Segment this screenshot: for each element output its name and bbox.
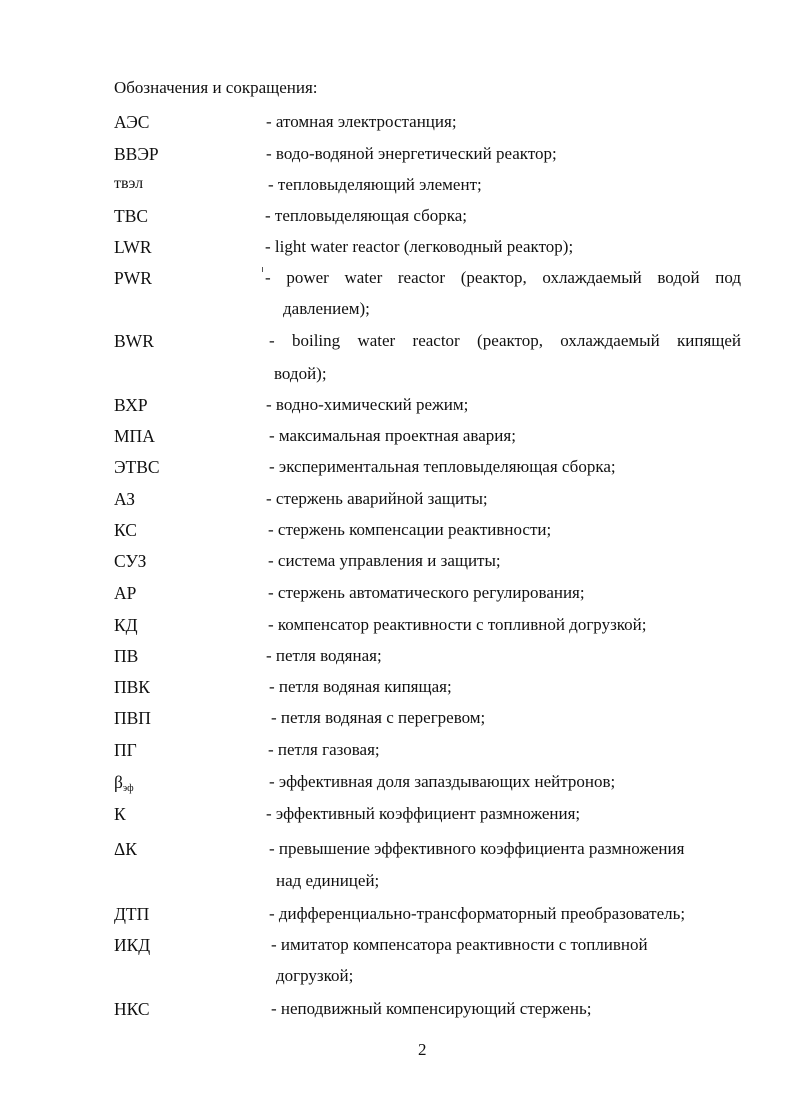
abbr-term: ПГ [114,740,137,760]
abbr-definition: - экспериментальная тепловыделяющая сборка; [269,457,616,476]
abbr-term: СУЗ [114,551,147,571]
abbr-term: ДТП [114,904,150,924]
abbr-term-subscript: эф [122,783,134,794]
abbr-term: АР [114,583,137,603]
abbr-definition-continuation: над единицей; [276,871,380,890]
abbr-term: LWR [114,237,152,257]
abbr-term: ИКД [114,935,151,955]
abbr-definition: - имитатор компенсатора реактивности с топливной [271,935,648,954]
abbr-definition: - эффективная доля запаздывающих нейтронов; [269,772,616,791]
abbr-definition: - петля водяная с перегревом; [271,708,486,727]
abbr-term: К [114,804,126,824]
abbr-term [114,772,134,794]
abbr-definition: - boiling water reactor (реактор, охлаждаемый кипящей [269,331,741,350]
abbr-term: ТВС [114,206,149,226]
abbr-definition: - стержень автоматического регулирования; [268,583,585,602]
abbr-definition: - power water reactor (реактор, охлаждаемый водой под [265,268,741,287]
abbr-definition: - водно-химический режим; [266,395,469,414]
abbr-definition: - водо-водяной энергетический реактор; [266,144,557,163]
abbr-definition: - light water reactor (легководный реактор); [265,237,574,256]
abbr-term: ПВК [114,677,150,697]
abbr-term: ПВП [114,708,151,728]
abbr-definition: - стержень аварийной защиты; [266,489,488,508]
abbr-definition: - тепловыделяющая сборка; [265,206,467,225]
abbr-definition-continuation: давлением); [283,299,370,318]
abbr-definition: - неподвижный компенсирующий стержень; [271,999,592,1018]
abbr-term-symbol: β [114,772,123,792]
abbr-definition: - дифференциально-трансформаторный преобразователь; [269,904,686,923]
abbr-term: АЗ [114,489,135,509]
abbr-term: BWR [114,331,154,351]
abbr-definition-continuation: водой); [274,364,327,383]
abbr-definition: - петля водяная; [266,646,382,665]
abbr-definition: - превышение эффективного коэффициента размножения [269,839,685,858]
abbr-term: КД [114,615,138,635]
page-heading: Обозначения и сокращения: [114,78,318,97]
abbr-definition: - система управления и защиты; [268,551,501,570]
abbr-definition: - компенсатор реактивности с топливной догрузкой; [268,615,647,634]
abbr-definition: - стержень компенсации реактивности; [268,520,552,539]
abbr-definition: - тепловыделяющий элемент; [268,175,482,194]
abbr-term: ПВ [114,646,139,666]
abbr-term: АЭС [114,112,150,132]
abbr-definition-continuation: догрузкой; [276,966,354,985]
abbr-term: НКС [114,999,150,1019]
abbr-definition: - эффективный коэффициент размножения; [266,804,581,823]
abbr-term: ВВЭР [114,144,159,164]
abbr-term: твэл [114,175,144,192]
abbr-definition: - петля газовая; [268,740,380,759]
scan-mark [262,267,263,272]
abbr-definition: - атомная электростанция; [266,112,457,131]
abbr-term: КС [114,520,137,540]
page-number: 2 [418,1040,427,1059]
abbr-term: ВХР [114,395,148,415]
abbr-term: ЭТВС [114,457,160,477]
abbr-term: ΔК [114,839,137,859]
abbr-term: МПА [114,426,155,446]
abbr-definition: - максимальная проектная авария; [269,426,516,445]
abbr-term: PWR [114,268,152,288]
abbr-definition: - петля водяная кипящая; [269,677,452,696]
